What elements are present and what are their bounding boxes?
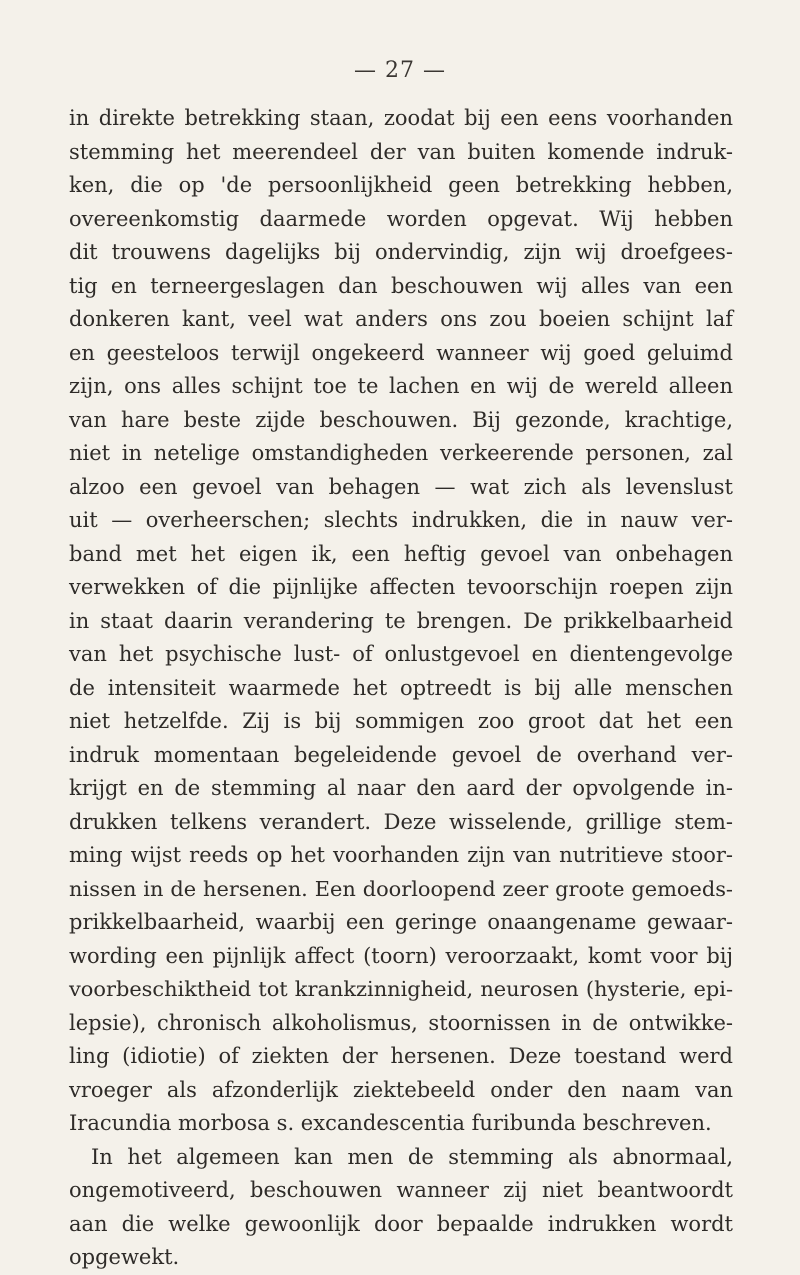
text-line: lepsie), chronisch alkoholismus, stoornissen in de ontwikke- bbox=[69, 1010, 733, 1035]
text-line: wording een pijnlijk affect (toorn) veroorzaakt, komt voor bij bbox=[69, 943, 733, 968]
page-number: — 27 — bbox=[354, 58, 446, 83]
text-line: prikkelbaarheid, waarbij een geringe onaangename gewaar- bbox=[69, 910, 733, 934]
text-line: in direkte betrekking staan, zoodat bij een eens voorhanden bbox=[69, 106, 733, 130]
text-line: ongemotiveerd, beschouwen wanneer zij niet beantwoordt bbox=[69, 1178, 733, 1202]
text-line: vroeger als afzonderlijk ziektebeeld onder den naam van bbox=[69, 1077, 733, 1102]
text-line: in staat daarin verandering te brengen. De prikkelbaarheid bbox=[69, 608, 733, 633]
text-line: en geesteloos terwijl ongekeerd wanneer wij goed geluimd bbox=[69, 340, 733, 365]
text-line: van het psychische lust- of onlustgevoel en dientengevolge bbox=[69, 642, 733, 666]
text-line: aan die welke gewoonlijk door bepaalde indrukken wordt bbox=[69, 1211, 733, 1236]
paragraph-start-line: In het algemeen kan men de stemming als abnormaal, bbox=[91, 1144, 733, 1169]
text-line: dit trouwens dagelijks bij ondervindig, zijn wij droefgees- bbox=[69, 240, 733, 264]
text-line: stemming het meerendeel der van buiten komende indruk- bbox=[69, 139, 733, 164]
text-line: niet in netelige omstandigheden verkeerende personen, zal bbox=[69, 441, 733, 465]
text-line: Iracundia morbosa s. excandescentia furibunda beschreven. bbox=[69, 1111, 712, 1135]
text-line: donkeren kant, veel wat anders ons zou boeien schijnt laf bbox=[69, 307, 733, 331]
text-line: van hare beste zijde beschouwen. Bij gezonde, krachtige, bbox=[69, 407, 733, 432]
text-line: ming wijst reeds op het voorhanden zijn van nutritieve stoor- bbox=[69, 843, 733, 867]
text-line: niet hetzelfde. Zij is bij sommigen zoo groot dat het een bbox=[69, 709, 733, 733]
text-line: drukken telkens verandert. Deze wisselende, grillige stem- bbox=[69, 809, 733, 834]
text-line: uit — overheerschen; slechts indrukken, die in nauw ver- bbox=[69, 508, 733, 532]
text-line: band met het eigen ik, een heftig gevoel van onbehagen bbox=[69, 541, 733, 566]
text-line: zijn, ons alles schijnt toe te lachen en wij de wereld alleen bbox=[69, 374, 733, 398]
text-line: voorbeschiktheid tot krankzinnigheid, neurosen (hysterie, epi- bbox=[69, 977, 733, 1001]
text-line: krijgt en de stemming al naar den aard der opvolgende in- bbox=[69, 776, 733, 800]
paragraph-end-line: opgewekt. bbox=[69, 1245, 180, 1269]
text-line: de intensiteit waarmede het optreedt is bij alle menschen bbox=[69, 675, 733, 700]
text-line: tig en terneergeslagen dan beschouwen wij alles van een bbox=[69, 273, 733, 298]
text-line: verwekken of die pijnlijke affecten tevoorschijn roepen zijn bbox=[69, 575, 733, 599]
text-line: indruk momentaan begeleidende gevoel de overhand ver- bbox=[69, 742, 733, 767]
text-line: ling (idiotie) of ziekten der hersenen. Deze toestand werd bbox=[69, 1044, 733, 1068]
body-text bbox=[69, 102, 733, 1275]
text-line: overeenkomstig daarmede worden opgevat. Wij hebben bbox=[69, 206, 733, 231]
text-line: alzoo een gevoel van behagen — wat zich als levenslust bbox=[69, 474, 733, 499]
text-line: nissen in de hersenen. Een doorloopend zeer groote gemoeds- bbox=[69, 876, 733, 901]
text-line: ken, die op 'de persoonlijkheid geen betrekking hebben, bbox=[69, 173, 733, 197]
